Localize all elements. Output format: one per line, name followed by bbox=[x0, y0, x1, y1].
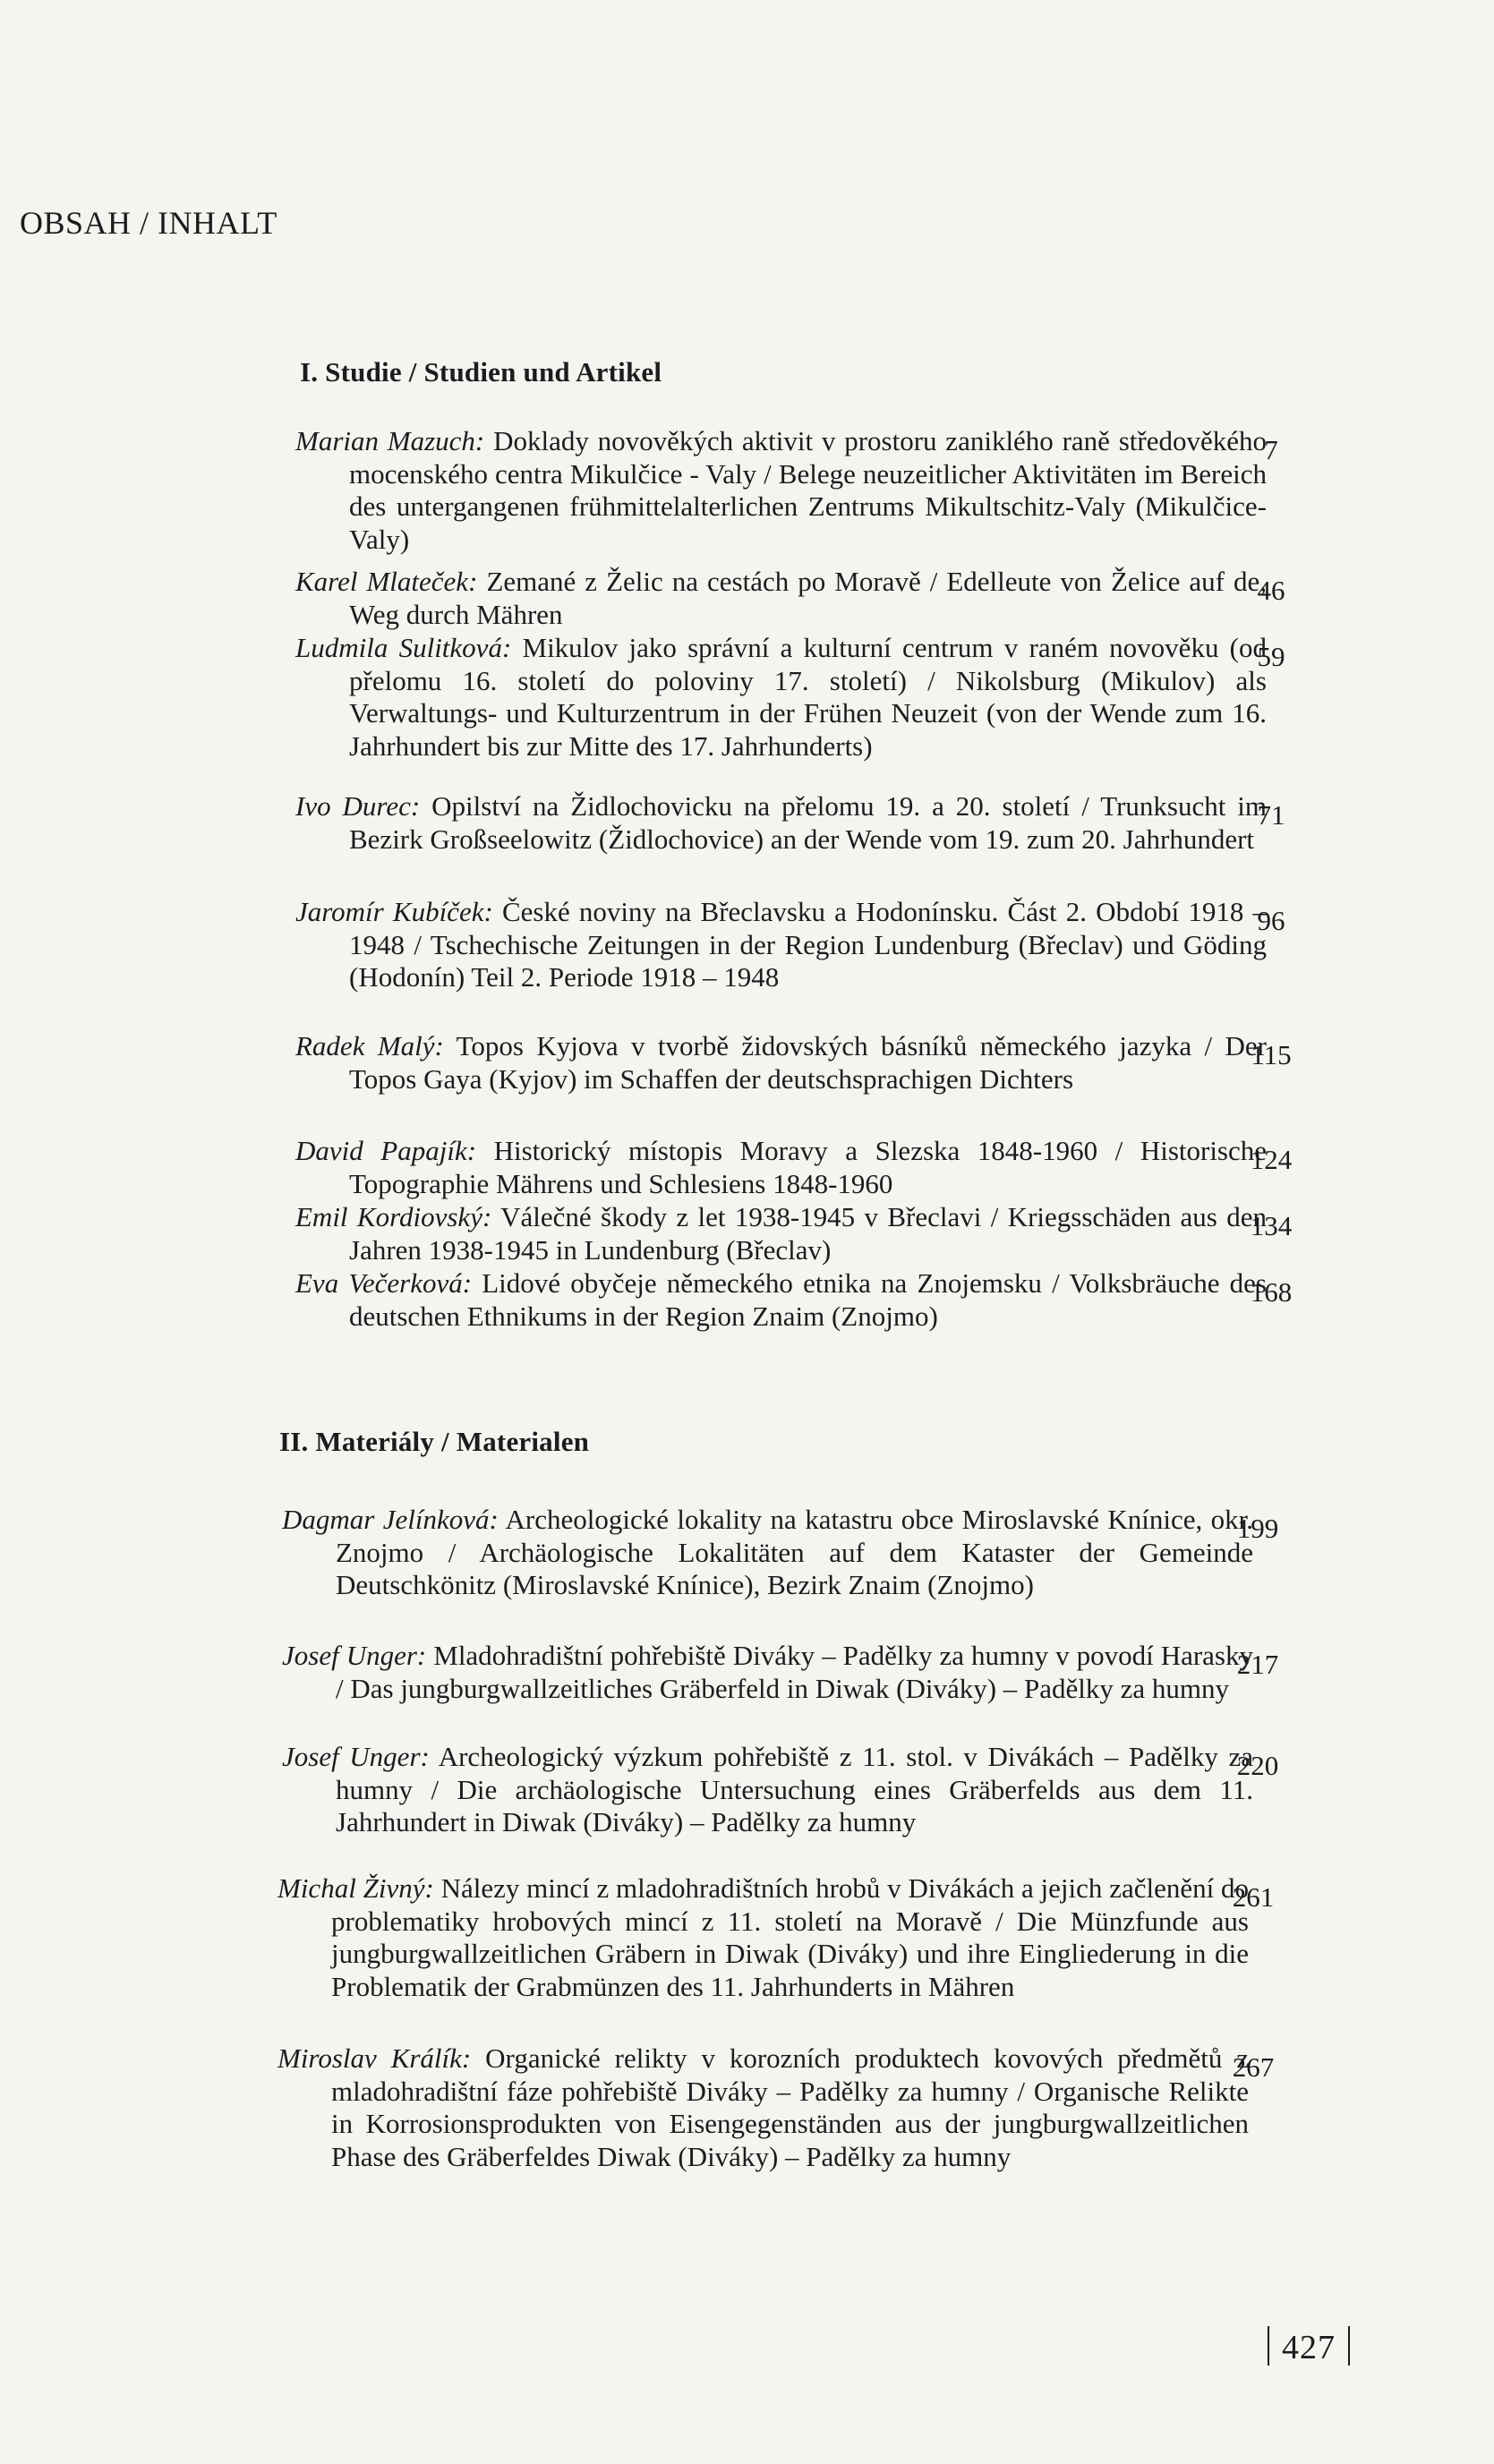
toc-entry bbox=[295, 1267, 1307, 1333]
entry-page-number: 96 bbox=[1257, 905, 1285, 936]
folio-bar-left bbox=[1268, 2326, 1269, 2366]
toc-entry bbox=[277, 1872, 1289, 2003]
entry-page-number: 134 bbox=[1250, 1210, 1293, 1241]
entry-page-number: 261 bbox=[1232, 1881, 1275, 1913]
entry-title: Organické relikty v korozních produktech kovových předmětů z mladohradištní fáze pohřebiště Diváky – Padělky za humny / Organische Relikte in Korrosionsprodukten von Eisengegenständen aus der jungburgwallzeitlichen Phase des Gräberfeldes Diwak (Diváky) – Padělky za humny bbox=[331, 2042, 1249, 2172]
entry-title: Topos Kyjova v tvorbě židovských básníků německého jazyka / Der Topos Gaya (Kyjov) im Schaffen der deutschsprachigen Dichters bbox=[349, 1030, 1267, 1095]
entry-author: Karel Mlateček: bbox=[295, 566, 478, 597]
entry-author: Michal Živný: bbox=[277, 1872, 434, 1904]
toc-entry bbox=[282, 1741, 1293, 1839]
toc-entry bbox=[295, 1201, 1307, 1266]
entry-author: Josef Unger: bbox=[282, 1741, 430, 1772]
toc-entry bbox=[295, 425, 1307, 556]
toc-entry bbox=[282, 1640, 1293, 1705]
toc-entry bbox=[295, 790, 1307, 856]
entry-page-number: 115 bbox=[1251, 1039, 1292, 1070]
folio bbox=[1255, 2326, 1362, 2367]
entry-author: Dagmar Jelínková: bbox=[282, 1504, 499, 1535]
entry-title: Archeologické lokality na katastru obce Miroslavské Knínice, okr. Znojmo / Archäologische Lokalitäten auf dem Kataster der Gemeinde Deutschkönitz (Miroslavské Knínice), Bezirk Znaim (Znojmo) bbox=[336, 1504, 1253, 1600]
entry-author: Radek Malý: bbox=[295, 1030, 444, 1061]
folio-bar-right bbox=[1348, 2326, 1350, 2366]
page-heading: OBSAH / INHALT bbox=[20, 205, 277, 241]
entry-page-number: 124 bbox=[1250, 1144, 1293, 1175]
entry-title: Válečné škody z let 1938-1945 v Břeclavi / Kriegsschäden aus den Jahren 1938-1945 in Lundenburg (Břeclav) bbox=[349, 1201, 1267, 1266]
toc-entry bbox=[295, 896, 1307, 994]
toc-entry bbox=[295, 1030, 1307, 1096]
entry-title: Zemané z Želic na cestách po Moravě / Edelleute von Želice auf de, Weg durch Mähren bbox=[349, 566, 1268, 630]
toc-entry bbox=[282, 1504, 1293, 1602]
section-title-materials: II. Materiály / Materialen bbox=[279, 1426, 590, 1457]
entry-author: Emil Kordiovský: bbox=[295, 1201, 492, 1232]
entry-author: David Papajík: bbox=[295, 1135, 477, 1166]
entry-page-number: 59 bbox=[1257, 641, 1285, 672]
entry-title: Archeologický výzkum pohřebiště z 11. stol. v Divákách – Padělky za humny / Die archäologische Untersuchung eines Gräberfelds aus dem 11. Jahrhundert in Diwak (Diváky) – Padělky za humny bbox=[336, 1741, 1253, 1837]
entry-author: Marian Mazuch: bbox=[295, 425, 485, 456]
toc-entry bbox=[295, 566, 1307, 631]
folio-number: 427 bbox=[1282, 2329, 1336, 2366]
entry-page-number: 217 bbox=[1236, 1649, 1279, 1680]
entry-title: České noviny na Břeclavsku a Hodonínsku. Část 2. Období 1918 – 1948 / Tschechische Zeitungen in der Region Lundenburg (Břeclav) und Göding (Hodonín) Teil 2. Periode 1918 – 1948 bbox=[349, 896, 1267, 993]
entry-author: Ludmila Sulitková: bbox=[295, 632, 512, 663]
entry-author: Jaromír Kubíček: bbox=[295, 896, 493, 927]
entry-author: Josef Unger: bbox=[282, 1640, 427, 1671]
entry-page-number: 220 bbox=[1236, 1750, 1279, 1781]
section-title-studies: I. Studie / Studien und Artikel bbox=[300, 356, 662, 388]
entry-page-number: 71 bbox=[1257, 799, 1285, 831]
toc-entry bbox=[295, 1135, 1307, 1200]
entry-title: Mikulov jako správní a kulturní centrum v raném novověku (od přelomu 16. století do poloviny 17. století) / Nikolsburg (Mikulov) als Verwaltungs- und Kulturzentrum in der Frühen Neuzeit (von der Wende zum 16. Jahrhundert bis zur Mitte des 17. Jahrhunderts) bbox=[349, 632, 1267, 762]
entry-author: Eva Večerková: bbox=[295, 1267, 473, 1299]
entry-page-number: 199 bbox=[1236, 1513, 1279, 1544]
entry-author: Miroslav Králík: bbox=[277, 2042, 472, 2074]
entry-title: Mladohradištní pohřebiště Diváky – Padělky za humny v povodí Harasky / Das jungburgwallzeitliches Gräberfeld in Diwak (Diváky) – Padělky za humny bbox=[336, 1640, 1253, 1704]
entry-page-number: 267 bbox=[1232, 2051, 1275, 2083]
entry-title: Lidové obyčeje německého etnika na Znojemsku / Volksbräuche des deutschen Ethnikums in der Region Znaim (Znojmo) bbox=[349, 1267, 1267, 1332]
toc-entry bbox=[295, 632, 1307, 763]
entry-page-number: 7 bbox=[1264, 434, 1278, 465]
entry-page-number: 168 bbox=[1250, 1276, 1293, 1308]
entry-title: Nálezy mincí z mladohradištních hrobů v Divákách a jejich začlenění do problematiky hrobových mincí z 11. století na Moravě / Die Münzfunde aus jungburgwallzeitlichen Gräbern in Diwak (Diváky) und ihre Eingliederung in die Problematik der Grabmünzen des 11. Jahrhunderts in Mähren bbox=[331, 1872, 1249, 2002]
entry-title: Historický místopis Moravy a Slezska 1848-1960 / Historische Topographie Mährens und Schlesiens 1848-1960 bbox=[349, 1135, 1268, 1199]
entry-title: Doklady novověkých aktivit v prostoru zaniklého raně středověkého mocenského centra Mikulčice - Valy / Belege neuzeitlicher Aktivitäten im Bereich des untergangenen frühmittelalterlichen Zentrums Mikultschitz-Valy (Mikulčice-Valy) bbox=[349, 425, 1268, 555]
entry-page-number: 46 bbox=[1257, 575, 1285, 606]
toc-entry bbox=[277, 2042, 1289, 2173]
entry-title: Opilství na Židlochovicku na přelomu 19. a 20. století / Trunksucht im Bezirk Großseelowitz (Židlochovice) an der Wende vom 19. zum 20. Jahrhundert bbox=[349, 790, 1267, 855]
entry-author: Ivo Durec: bbox=[295, 790, 421, 822]
